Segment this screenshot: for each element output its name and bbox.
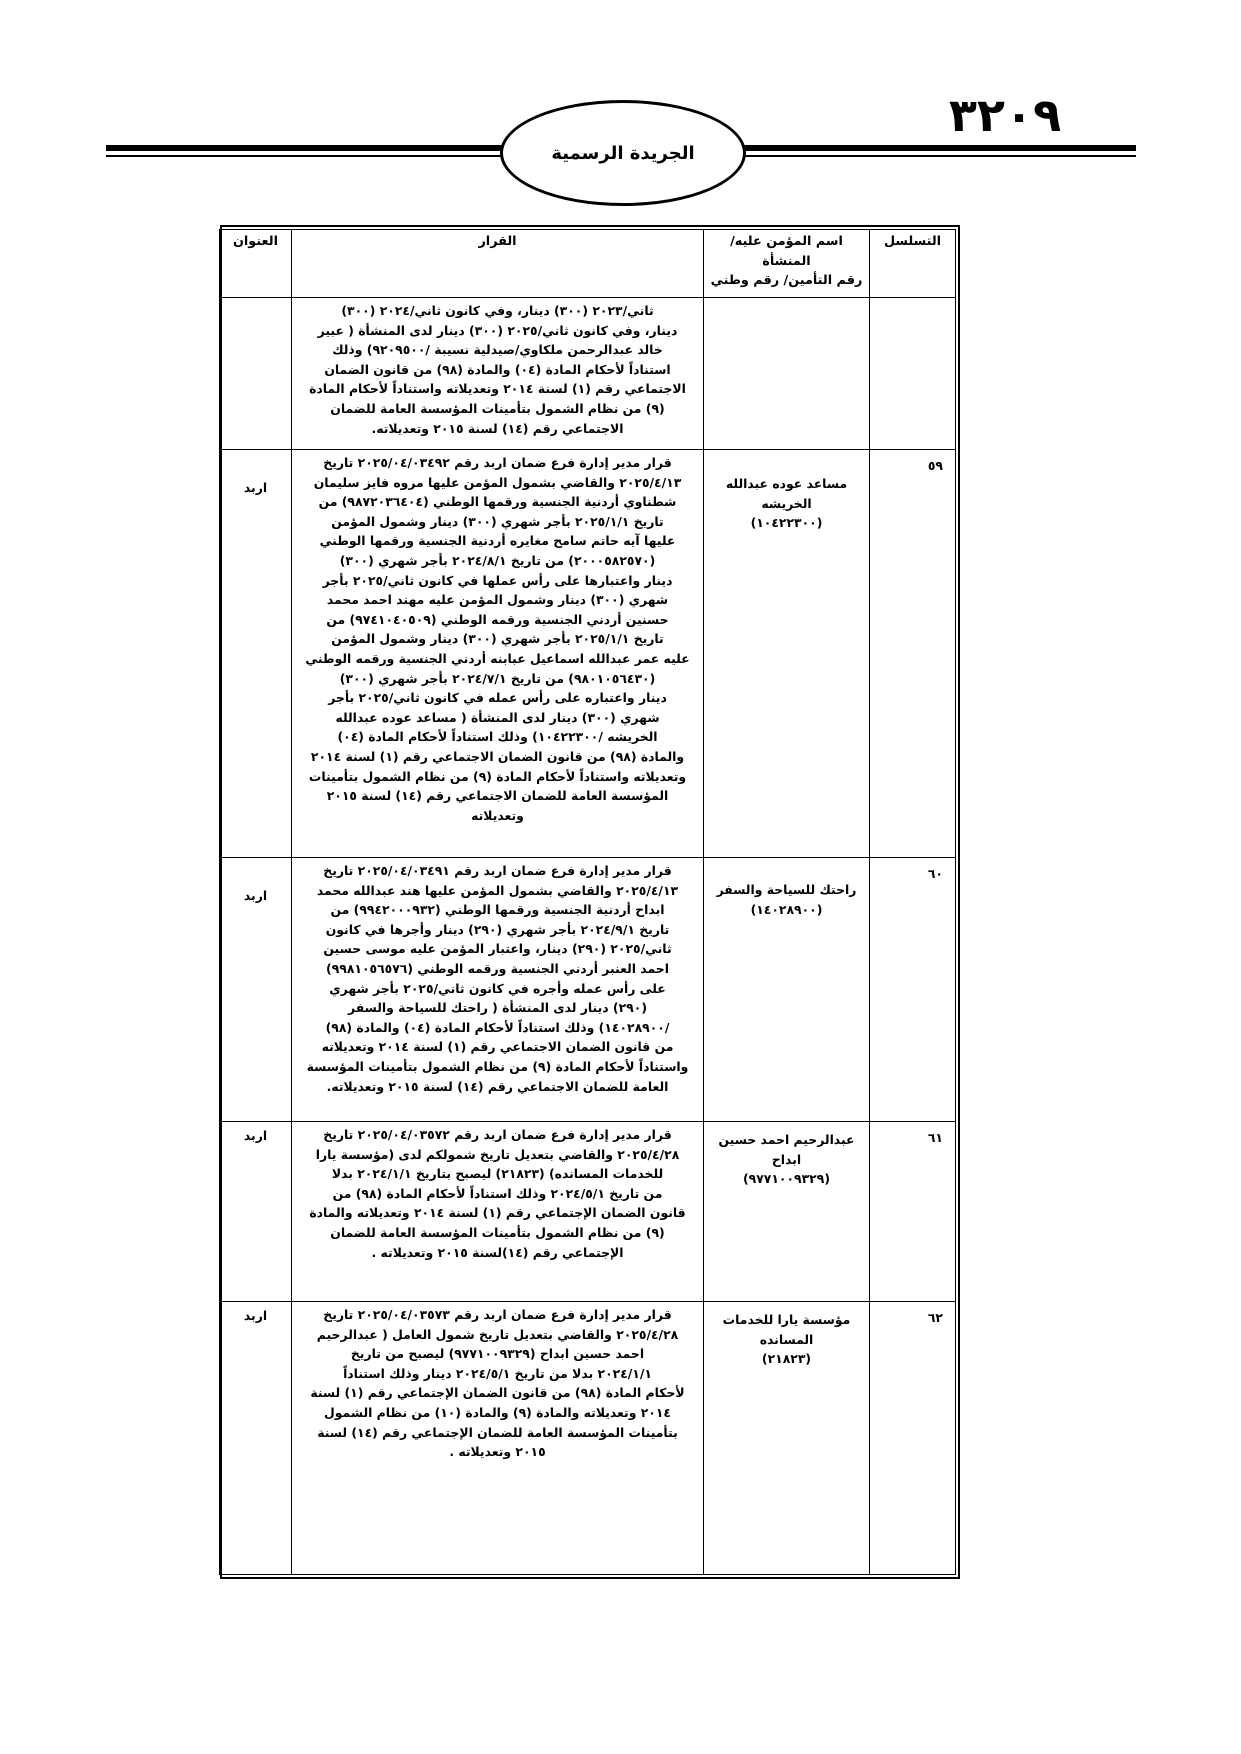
row-decision xyxy=(292,450,704,858)
row-serial xyxy=(870,298,956,450)
decisions-table xyxy=(219,229,956,1575)
header-name-line: المنشأة xyxy=(762,253,811,269)
decision-line: دينار واعتبارها على رأس عملها في كانون ثاني/٢٠٢٥ بأجر xyxy=(322,572,673,588)
decision-line: من قانون الضمان الاجتماعي رقم (١) لسنة ٢٠١٤ وتعديلاته xyxy=(321,1039,674,1055)
decision-line: الإجتماعي رقم (١٤)لسنة ٢٠١٥ وتعديلاته . xyxy=(371,1244,624,1260)
decision-line: شهري (٣٠٠) دينار لدى المنشأة ( مساعد عوده عبدالله xyxy=(335,709,660,725)
decision-line: عليها آيه حاتم سامح مغايره أردنية الجنسية ورقمها الوطني xyxy=(319,533,676,549)
decision-line: الاجتماعي رقم (١) لسنة ٢٠١٤ وتعديلاته واستناداً لأحكام المادة xyxy=(309,381,686,397)
header-serial: التسلسل xyxy=(870,230,956,298)
row-insured-name xyxy=(704,858,870,1122)
header-name-line: رقم التأمين/ رقم وطني xyxy=(710,273,863,289)
decision-line: (٢٠٠٠٥٨٢٥٧٠) من تاريخ ٢٠٢٤/٨/١ بأجر شهري (٣٠٠) xyxy=(339,552,656,568)
name-line: (٩٧٧١٠٠٩٣٢٩) xyxy=(743,1171,830,1187)
table-row xyxy=(220,298,956,450)
decision-line: ٢٠٢٥/٤/٢٨ والقاضي بتعديل تاريخ شمولكم لدى (مؤسسة يارا xyxy=(315,1146,680,1162)
row-insured-name xyxy=(704,1302,870,1575)
row-serial: ٦٢ xyxy=(870,1302,956,1575)
decision-line: المؤسسة العامة للضمان الاجتماعي رقم (١٤) لسنة ٢٠١٥ xyxy=(326,788,669,804)
decision-line: دينار واعتباره على رأس عمله في كانون ثاني/٢٠٢٥ بأجر xyxy=(328,690,667,706)
table-header-row xyxy=(220,230,956,298)
header-name-line: اسم المؤمن عليه/ xyxy=(730,234,843,249)
row-decision xyxy=(292,298,704,450)
decision-line: للخدمات المسانده) (٢١٨٢٣) ليصبح بتاريخ ٢٠٢٤/١/١ بدلا xyxy=(331,1166,664,1182)
name-line: (١٠٤٢٢٣٠٠) xyxy=(750,515,823,531)
header-insured-name xyxy=(704,230,870,298)
decision-line: حسنين أردني الجنسية ورقمه الوطني (٩٧٤١٠٤٠٥٠٩) من xyxy=(326,611,669,627)
table-row xyxy=(220,1122,956,1302)
row-address: اربد xyxy=(220,1302,292,1575)
name-line: ابداح xyxy=(771,1151,802,1167)
header-decision: القرار xyxy=(292,230,704,298)
name-line: راحتك للسياحة والسفر xyxy=(716,882,857,897)
row-serial: ٦١ xyxy=(870,1122,956,1302)
decision-line: ثاني/٢٠٢٣ (٣٠٠) دينار، وفي كانون ثاني/٢٠٢٤ (٣٠٠) xyxy=(341,303,654,318)
decision-line: خالد عبدالرحمن ملكاوي/صيدلية نسيبة /٩٢٠٩٥٠٠) وذلك xyxy=(332,342,663,358)
row-address: اربد xyxy=(220,1122,292,1302)
decision-line: ابداح أردنية الجنسية ورقمها الوطني (٩٩٤٢٠٠٠٩٣٢) من xyxy=(330,902,665,918)
decision-line: وتعديلاته xyxy=(471,807,524,823)
row-insured-name xyxy=(704,1122,870,1302)
decision-line: قرار مدير إدارة فرع ضمان اربد رقم ٢٠٢٥/٠٤/٠٣٥٧٣ تاريخ xyxy=(323,1307,672,1322)
decision-line: (٩) من نظام الشمول بتأمينات المؤسسة العامة للضمان xyxy=(330,400,665,416)
decision-line: بتأمينات المؤسسة العامة للضمان الإجتماعي رقم (١٤) لسنة xyxy=(317,1424,678,1440)
decision-line: ٢٠١٥ وتعديلاته . xyxy=(449,1444,546,1460)
row-insured-name xyxy=(704,298,870,450)
row-address: اربد xyxy=(220,450,292,858)
decision-line: شطناوي أردنية الجنسية ورقمها الوطني (٩٨٧٢٠٣٦٤٠٤) من xyxy=(318,494,677,510)
decision-line: ٢٠٢٥/٤/١٣ والقاضي بشمول المؤمن عليها هند عبدالله محمد xyxy=(316,882,679,898)
name-line: الخريشه xyxy=(761,495,812,511)
decision-line: العامة للضمان الاجتماعي رقم (١٤) لسنة ٢٠١٥ وتعديلاته. xyxy=(326,1078,669,1094)
decision-line: واستناداً لأحكام المادة (٩) من نظام الشمول بتأمينات المؤسسة xyxy=(306,1058,689,1074)
decision-line: دينار، وفي كانون ثاني/٢٠٢٥ (٣٠٠) دينار لدى المنشأة ( عبير xyxy=(317,322,678,338)
name-line: عبدالرحيم احمد حسين xyxy=(718,1132,855,1147)
name-line: مساعد عوده عبدالله xyxy=(725,476,848,491)
table-row xyxy=(220,450,956,858)
decision-line: قرار مدير إدارة فرع ضمان اربد رقم ٢٠٢٥/٠٤/٠٣٥٧٢ تاريخ xyxy=(323,1127,672,1142)
decision-line: قانون الضمان الإجتماعي رقم (١) لسنة ٢٠١٤ وتعديلاته والمادة xyxy=(309,1205,686,1221)
decision-line: ٢٠٢٥/٤/٢٨ والقاضي بتعديل تاريخ شمول العامل ( عبدالرحيم xyxy=(316,1326,679,1342)
decision-line: /١٤٠٢٨٩٠٠) وذلك استناداً لأحكام المادة (٠٤) والمادة (٩٨) xyxy=(325,1019,670,1035)
decision-line: وتعديلاته واستناداً لأحكام المادة (٩) من نظام الشمول بتأمينات xyxy=(308,768,687,784)
decision-line: ثاني/٢٠٢٥ (٢٩٠) دينار، واعتبار المؤمن عليه موسى حسين xyxy=(323,941,672,957)
decision-line: (٩٨٠١٠٥٦٤٣٠) من تاريخ ٢٠٢٤/٧/١ بأجر شهري (٣٠٠) xyxy=(339,670,656,686)
row-decision xyxy=(292,858,704,1122)
decision-line: لأحكام المادة (٩٨) من قانون الضمان الإجتماعي رقم (١) لسنة xyxy=(310,1385,685,1401)
table-row xyxy=(220,1302,956,1575)
header-address: العنوان xyxy=(220,230,292,298)
decision-line: احمد العنبر أردني الجنسية ورقمه الوطني (٩٩٨١٠٥٦٥٧٦) xyxy=(326,960,669,976)
row-insured-name xyxy=(704,450,870,858)
decision-line: قرار مدير إدارة فرع ضمان اربد رقم ٢٠٢٥/٠٤/٠٣٤٩٢ تاريخ xyxy=(323,455,672,470)
decision-line: شهري (٣٠٠) دينار وشمول المؤمن عليه مهند احمد محمد xyxy=(326,592,669,608)
decision-line: على رأس عمله وأجره في كانون ثاني/٢٠٢٥ بأجر شهري xyxy=(329,980,666,996)
name-line: مؤسسة يارا للخدمات xyxy=(722,1312,851,1327)
decisions-table-frame xyxy=(220,225,960,1579)
decision-line: ٢٠٢٤/١/١ بدلا من تاريخ ٢٠٢٤/٥/١ دينار وذلك استناداً xyxy=(343,1365,652,1381)
decision-line: احمد حسين ابداح (٩٧٧١٠٠٩٣٢٩) ليصبح من تاريخ xyxy=(350,1346,645,1362)
decision-line: تاريخ ٢٠٢٤/٩/١ بأجر شهري (٢٩٠) دينار وأجرها في كانون xyxy=(325,921,670,937)
row-decision xyxy=(292,1302,704,1575)
decision-line: قرار مدير إدارة فرع ضمان اربد رقم ٢٠٢٥/٠٤/٠٣٤٩١ تاريخ xyxy=(323,863,672,878)
table-row xyxy=(220,858,956,1122)
decision-line: عليه عمر عبدالله اسماعيل عبابنه أردني الجنسية ورقمه الوطني xyxy=(305,650,690,666)
decision-line: تاريخ ٢٠٢٥/١/١ بأجر شهري (٣٠٠) دينار وشمول المؤمن xyxy=(331,513,664,529)
row-decision xyxy=(292,1122,704,1302)
row-serial: ٦٠ xyxy=(870,858,956,1122)
row-address: اربد xyxy=(220,858,292,1122)
decision-line: استناداً لأحكام المادة (٠٤) والمادة (٩٨) من قانون الضمان xyxy=(324,361,671,377)
name-line: (١٤٠٢٨٩٠٠) xyxy=(750,901,823,917)
name-line: المسانده xyxy=(759,1331,814,1347)
decision-line: من تاريخ ٢٠٢٤/٥/١ وذلك استناداً لأحكام المادة (٩٨) من xyxy=(332,1185,663,1201)
decision-line: والمادة (٩٨) من قانون الضمان الاجتماعي رقم (١) لسنة ٢٠١٤ xyxy=(310,748,685,764)
decision-line: ٢٠٢٥/٤/١٣ والقاضي بشمول المؤمن عليها مروه فايز سليمان xyxy=(313,474,682,490)
decision-line: ٢٠١٤ وتعديلاته والمادة (٩) والمادة (١٠) من نظام الشمول xyxy=(324,1404,671,1420)
gazette-title: الجريدة الرسمية xyxy=(551,142,695,164)
decision-line: (٢٩٠) دينار لدى المنشأة ( راحتك للسياحة والسفر xyxy=(348,1000,647,1016)
decision-line: (٩) من نظام الشمول بتأمينات المؤسسة العامة للضمان xyxy=(330,1224,665,1240)
row-address xyxy=(220,298,292,450)
decision-line: الخريشه /١٠٤٢٢٣٠٠) وذلك استناداً لأحكام المادة (٠٤) xyxy=(337,729,658,745)
gazette-title-oval xyxy=(500,100,746,206)
name-line: (٢١٨٢٣) xyxy=(761,1351,812,1367)
decision-line: الاجتماعي رقم (١٤) لسنة ٢٠١٥ وتعديلاته. xyxy=(371,420,624,436)
row-serial: ٥٩ xyxy=(870,450,956,858)
page-number: ٣٢٠٩ xyxy=(948,88,1062,142)
decision-line: تاريخ ٢٠٢٥/١/١ بأجر شهري (٣٠٠) دينار وشمول المؤمن xyxy=(331,631,664,647)
